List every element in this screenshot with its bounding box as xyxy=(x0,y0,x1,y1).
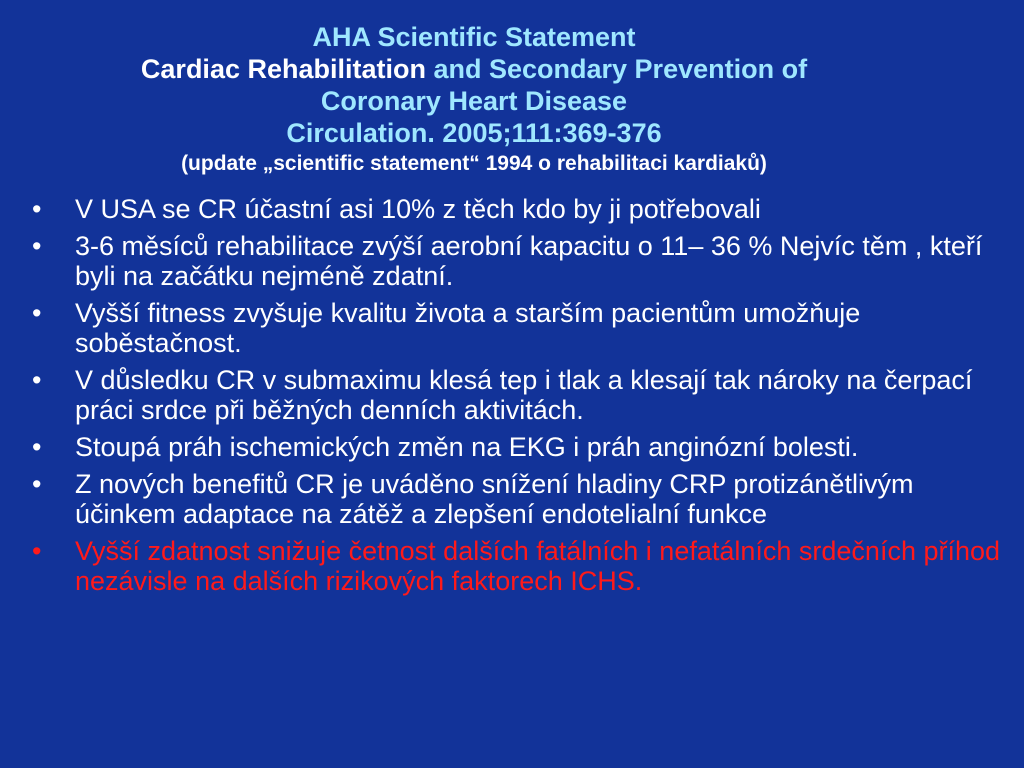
bullet-marker: • xyxy=(32,231,42,261)
bullet-list xyxy=(30,194,1014,603)
citation: Circulation. 2005;111:369-376 xyxy=(286,118,662,148)
article-title-line-2: Coronary Heart Disease xyxy=(320,86,628,116)
article-title-rest: and Secondary Prevention of xyxy=(425,54,808,84)
bullet-marker: • xyxy=(32,536,42,566)
statement-title: AHA Scientific Statement xyxy=(312,22,636,52)
bullet-text: Vyšší fitness zvyšuje kvalitu života a starším pacientům umožňuje soběstačnost. xyxy=(75,298,861,358)
slide-header xyxy=(0,21,948,177)
bullet-item xyxy=(30,231,1014,291)
bullet-marker: • xyxy=(32,432,42,462)
bullet-marker: • xyxy=(32,365,42,395)
bullet-text: V důsledku CR v submaximu klesá tep i tlak a klesají tak nároky na čerpací práci srdce při běžných denních aktivitách. xyxy=(75,365,973,425)
bullet-item xyxy=(30,194,1014,224)
bullet-item xyxy=(30,432,1014,462)
bullet-item xyxy=(30,298,1014,358)
bullet-text: V USA se CR účastní asi 10% z těch kdo by ji potřebovali xyxy=(75,194,761,224)
bullet-marker: • xyxy=(32,469,42,499)
bullet-text: Stoupá práh ischemických změn na EKG i práh anginózní bolesti. xyxy=(75,432,859,462)
article-title-line-1 xyxy=(0,53,948,85)
bullet-text: Vyšší zdatnost snižuje četnost dalších fatálních i nefatálních srdečních příhod nezávisle na dalších rizikových faktorech ICHS. xyxy=(75,536,1001,596)
update-note: (update „scientific statement“ 1994 o rehabilitaci kardiaků) xyxy=(181,152,767,175)
bullet-text: 3-6 měsíců rehabilitace zvýší aerobní kapacitu o 11– 36 % Nejvíc těm , kteří byli na začátku nejméně zdatní. xyxy=(75,231,983,291)
bullet-text: Z nových benefitů CR je uváděno snížení hladiny CRP protizánětlivým účinkem adaptace na zátěž a zlepšení endotelialní funkce xyxy=(75,469,914,529)
bullet-item-highlighted xyxy=(30,536,1014,596)
bullet-item xyxy=(30,469,1014,529)
bullet-marker: • xyxy=(32,194,42,224)
bullet-marker: • xyxy=(32,298,42,328)
article-title-highlight: Cardiac Rehabilitation xyxy=(140,54,426,84)
bullet-item xyxy=(30,365,1014,425)
